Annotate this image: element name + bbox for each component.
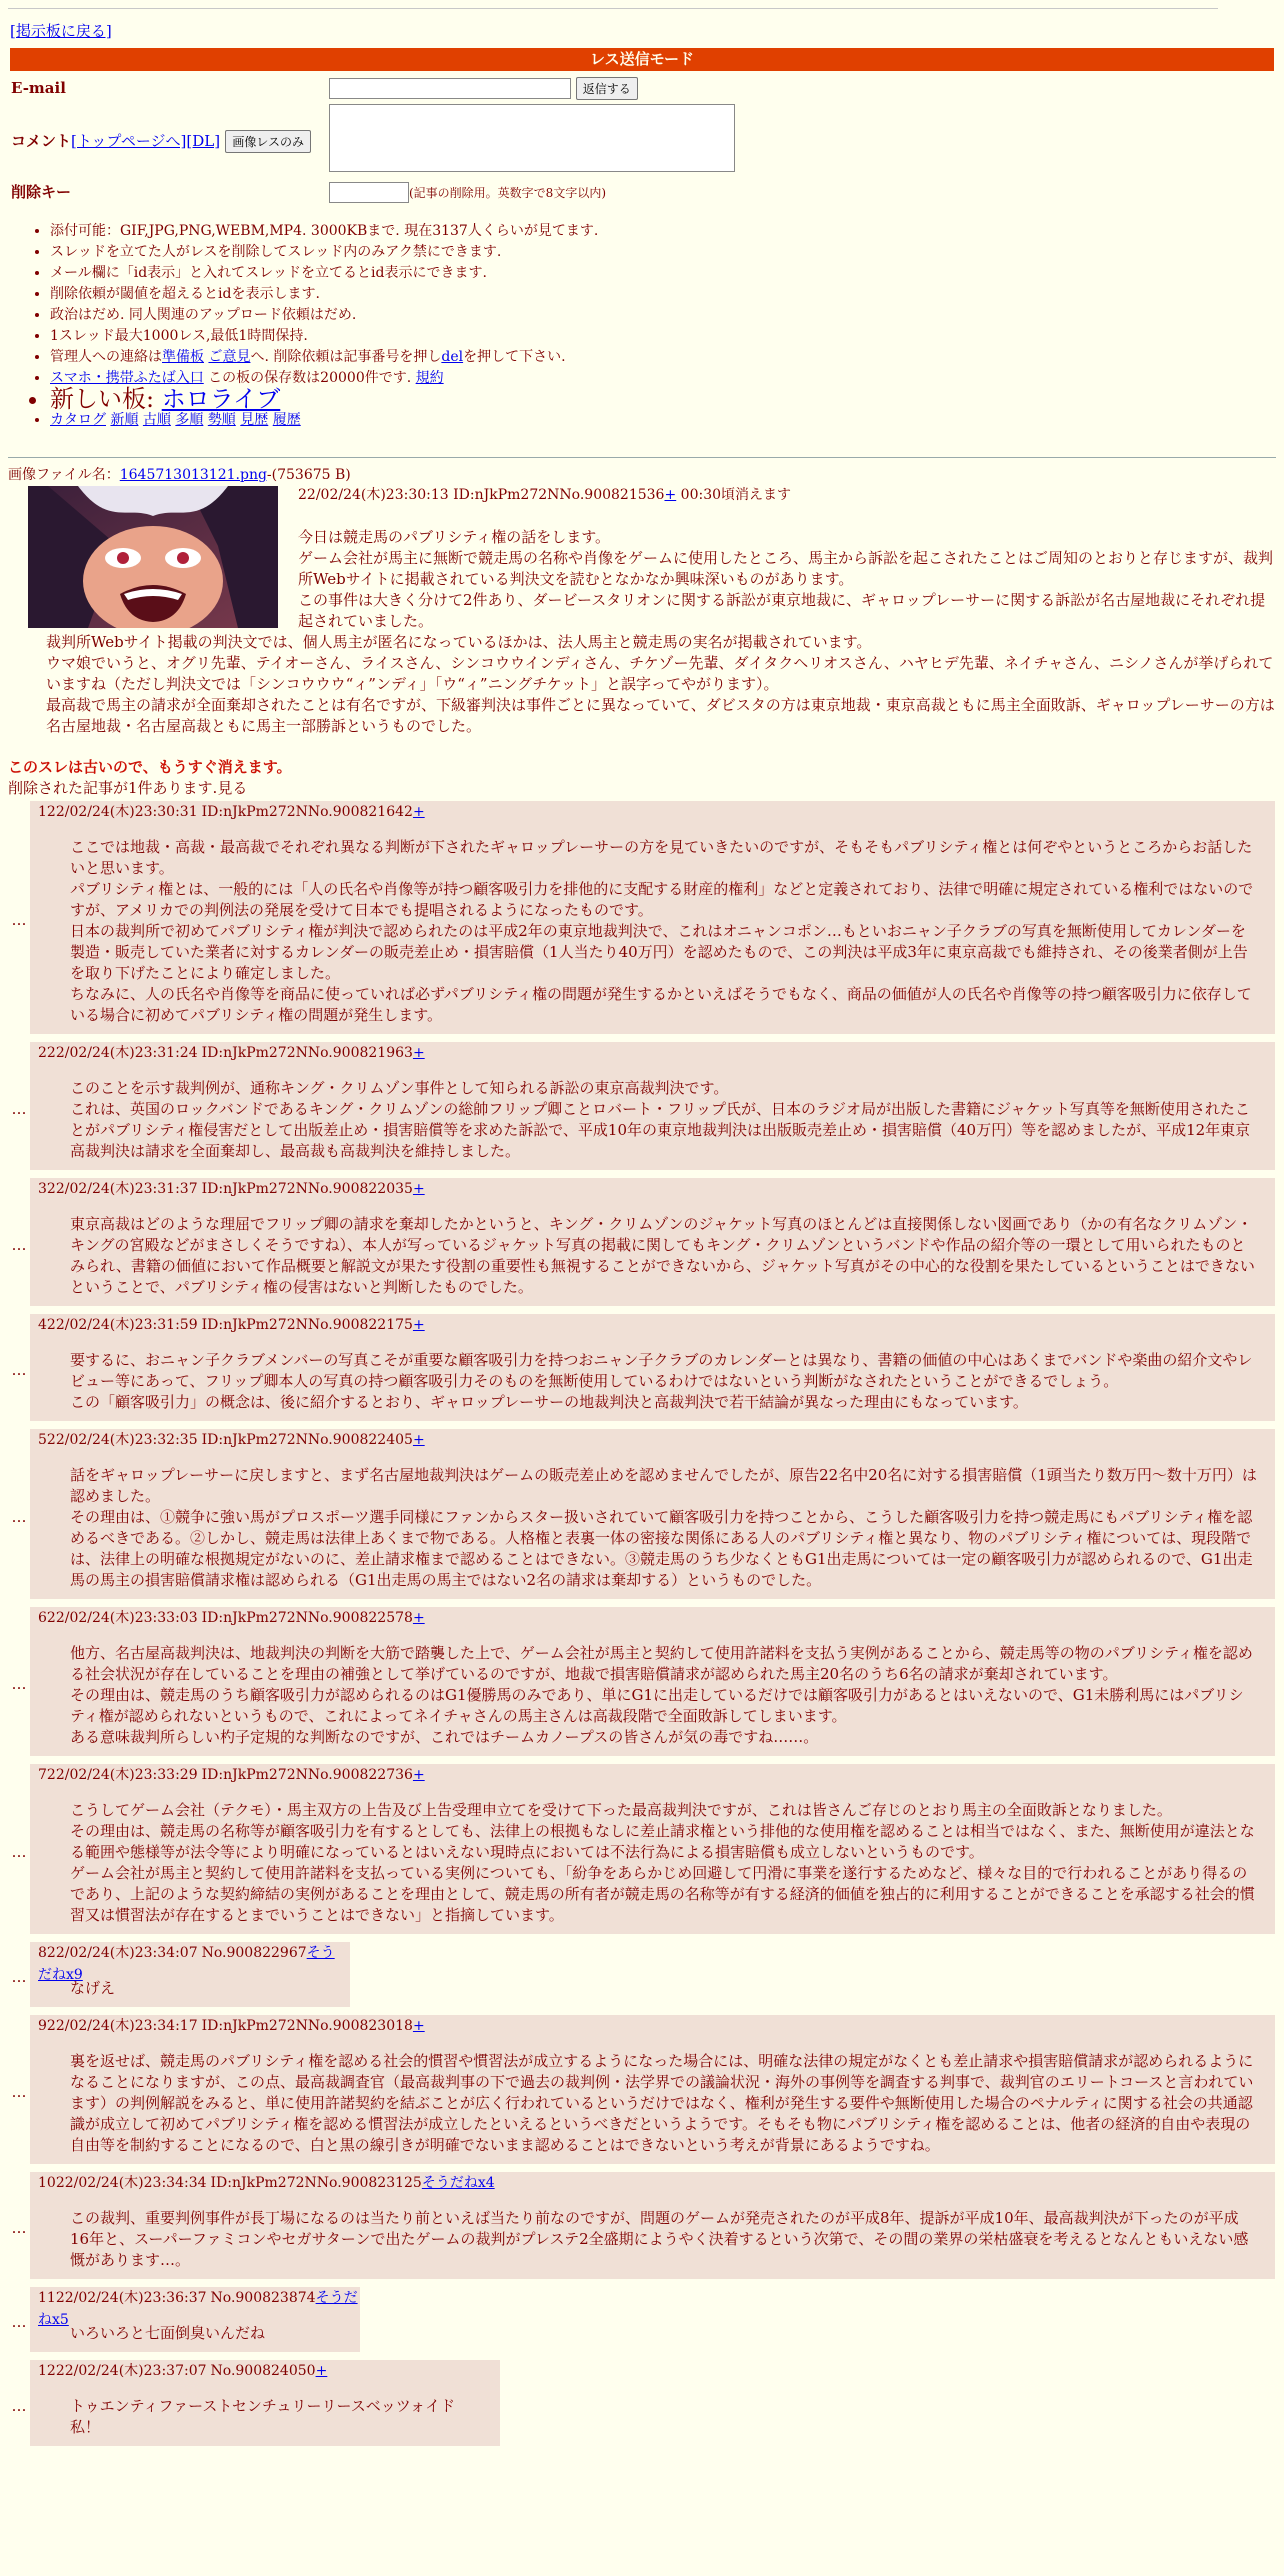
poster-id: ID:nJkPm272N xyxy=(210,2175,317,2192)
rule-text: 管理人への連絡は xyxy=(50,349,162,365)
plus-link[interactable]: + xyxy=(412,1181,425,1198)
post-date: 22/02/24(木)23:34:17 xyxy=(46,2018,198,2035)
expire-note: 00:30頃消えます xyxy=(680,486,792,503)
plus-link[interactable]: + xyxy=(412,1610,425,1627)
reply-body xyxy=(70,1800,1257,1926)
rule-item: • メール欄に「id表示」と入れてスレッドを立てるとid表示にできます. xyxy=(50,263,1276,284)
post-date: 22/02/24(木)23:31:59 xyxy=(46,1317,198,1334)
reply-row xyxy=(8,1942,1276,2013)
reply-line: このことを示す裁判例が、通称キング・クリムゾン事件として知られる訴訟の東京高裁判決です。 xyxy=(70,1079,729,1098)
rule-text: を押して下さい. xyxy=(463,349,566,365)
reply-index: 12 xyxy=(38,2363,56,2380)
post-number: No.900822736 xyxy=(307,1767,413,1784)
reply-header xyxy=(38,1314,1273,1336)
submit-reply-button[interactable]: 返信する xyxy=(576,77,638,100)
reply-line: こうしてゲーム会社（テクモ）・馬主双方の上告及び上告受理申立てを受けて下った最高裁判決ですが、これは皆さんご存じのとおり馬主の全面敗訴となりました。 xyxy=(70,1801,1172,1820)
rule-item: • 添付可能：GIF,JPG,PNG,WEBM,MP4. 3000KBまで. 現在3137人くらいが見てます. xyxy=(50,221,1276,242)
reply-body xyxy=(70,2051,1257,2156)
sodane-link[interactable]: そうだねx9 xyxy=(38,1945,335,1984)
reply-post xyxy=(30,2015,1275,2164)
sort-new-link[interactable]: 新順 xyxy=(110,412,139,428)
reply-indent-marker: … xyxy=(11,2313,27,2332)
reply-index: 2 xyxy=(38,1045,47,1062)
reply-row xyxy=(8,801,1276,1040)
reply-line: その理由は、競走馬の名称等が顧客吸引力を有するとしても、法律上の根拠もなしに差止請求権という排他的な使用権を認めることは相当ではなく、また、無断使用が違法となる範囲や態様等が法令等により明確になっているとはいえない現時点においては不法行為による損害賠償も成立しないというものです。 xyxy=(70,1822,1255,1862)
post-number: No.900821642 xyxy=(307,804,413,821)
reply-post xyxy=(30,1314,1275,1421)
plus-link[interactable]: + xyxy=(315,2363,328,2380)
reply-post xyxy=(30,1764,1275,1934)
plus-link[interactable]: + xyxy=(412,804,425,821)
plus-link[interactable]: + xyxy=(412,1317,425,1334)
sort-old-link[interactable]: 古順 xyxy=(142,412,171,428)
reply-index: 3 xyxy=(38,1181,47,1198)
reply-index: 6 xyxy=(38,1610,47,1627)
reply-header xyxy=(38,1042,1273,1064)
reply-line: この「顧客吸引力」の概念は、後に紹介するとおり、ギャロップレーサーの地裁判決と高裁判決で若干結論が異なった理由にもなっています。 xyxy=(70,1393,1028,1412)
reply-index: 4 xyxy=(38,1317,47,1334)
anime-face-icon xyxy=(28,486,278,628)
op-line: この事件は大きく分けて2件あり、ダービースタリオンに関する訴訟が東京地裁に、ギャロップレーサーに関する訴訟が名古屋地裁にそれぞれ提起されていました。 xyxy=(298,591,1266,631)
reply-post xyxy=(30,1607,1275,1756)
op-line: 最高裁で馬主の請求が全面棄却されたことは有名ですが、下級審判決は事件ごとに異なっていて、ダビスタの方は東京地裁・東京高裁ともに馬主全面敗訴、ギャロップレーサーの方は名古屋地裁・名古屋高裁ともに馬主一部勝訴というものでした。 xyxy=(46,696,1275,736)
reply-line: その理由は、①競争に強い馬がプロスポーツ選手同様にファンからスター扱いされていて顧客吸引力を持つことから、こうした顧客吸引力を持つ競走馬にもパブリシティ権を認めるべきである。②しかし、競走馬は法律上あくまで物である。人格権と表裏一体の密接な関係にある人のパブリシティ権と異なり、物のパブリシティ権については、現段階では、法律上の明確な根拠規定がないのに、差止請求権まで認めることはできない。③競走馬のうち少なくともG1出走馬については一定の顧客吸引力が認められるので、G1出走馬の馬主の損害賠償請求権は認められる（G1出走馬の馬主ではない2名の請求は棄却する）というものでした。 xyxy=(70,1508,1253,1590)
reply-row xyxy=(8,2360,1276,2452)
reply-header xyxy=(38,2287,358,2329)
reply-line: この裁判、重要判例事件が長丁場になるのは当たり前といえば当たり前なのですが、問題のゲームが発売されたのが平成8年、提訴が平成10年、最高裁判決が下ったのが平成16年と、スーパーファミコンやセガサターンで出たゲームの裁判がプレステ2全盛期にようやく決着するという次第で、その間の業界の栄枯盛衰を考えるとなんともいえない感慨があります…。 xyxy=(70,2209,1249,2270)
reply-line: ここでは地裁・高裁・最高裁でそれぞれ異なる判断が下されたギャロップレーサーの方を見ていきたいのですが、そもそもパブリシティ権とは何ぞやというところからお話したいと思います。 xyxy=(70,838,1253,878)
reply-index: 11 xyxy=(38,2290,56,2307)
plus-link[interactable]: + xyxy=(412,2018,425,2035)
sort-momentum-link[interactable]: 勢順 xyxy=(207,412,236,428)
poster-id: ID:nJkPm272N xyxy=(201,1610,308,1627)
reply-post xyxy=(30,2360,500,2446)
post-date: 22/02/24(木)23:33:03 xyxy=(46,1610,198,1627)
reply-form xyxy=(8,75,738,205)
reply-line: これは、英国のロックバンドであるキング・クリムゾンの総帥フリップ卿ことロバート・フリップ氏が、日本のラジオ局が出版した書籍にジャケット写真等を無断使用されたことがパブリシティ権侵害だとして出版差止め・損害賠償等を求めた訴訟で、平成10年の東京地裁判決は出版販売差止め・損害賠償（40万円）等を認めましたが、平成12年東京高裁判決は請求を全面棄却し、最高裁も高裁判決を維持しました。 xyxy=(70,1100,1251,1161)
reply-post xyxy=(30,1178,1275,1306)
reply-indent-marker: … xyxy=(11,1235,27,1254)
delete-key-note: (記事の削除用。英数字で8文字以内) xyxy=(409,186,606,200)
dl-link[interactable]: [DL] xyxy=(186,131,221,150)
comment-label-cell xyxy=(8,102,326,180)
reply-line: いろいろと七面倒臭いんだね xyxy=(70,2324,266,2343)
reply-body xyxy=(70,2323,342,2344)
file-info xyxy=(8,466,1276,486)
poster-id: ID:nJkPm272N xyxy=(201,1045,308,1062)
reply-row xyxy=(8,1314,1276,1427)
reply-index: 10 xyxy=(38,2175,56,2192)
reply-list xyxy=(8,801,1276,2452)
catalog-link[interactable]: カタログ xyxy=(50,412,106,428)
rule-item: • スレッドを立てた人がレスを削除してスレッド内のみアク禁にできます. xyxy=(50,242,1276,263)
email-input[interactable] xyxy=(329,78,571,99)
op-thumbnail-image[interactable] xyxy=(28,486,278,628)
new-board-item xyxy=(50,385,1276,413)
reply-post xyxy=(30,2172,1275,2279)
post-date: 22/02/24(木)23:32:35 xyxy=(46,1432,198,1449)
image-only-button[interactable]: 画像レスのみ xyxy=(225,130,311,153)
post-number: No.900821536 xyxy=(559,486,665,503)
reply-line: 東京高裁はどのような理屈でフリップ卿の請求を棄却したかというと、キング・クリムゾンのジャケット写真のほとんどは直接関係しない図画であり（かの有名なクリムゾン・キングの宮殿などがまさしくそうですね）、本人が写っているジャケット写真の掲載に関してもキング・クリムゾンというバンドや作品の紹介等の一環として用いられたものとみられ、書籍の価値において作品概要と解説文が果たす役割の重要性も無視することができないから、ジャケット写真がその中心的な役割を果たしているということはできないということで、パブリシティ権の侵害はないと判断したものでした。 xyxy=(70,1215,1255,1297)
reply-indent-marker: … xyxy=(11,2396,27,2415)
poster-id: ID:nJkPm272N xyxy=(201,1767,308,1784)
reply-line: 他方、名古屋高裁判決は、地裁判決の判断を大筋で踏襲した上で、ゲーム会社が馬主と契約して使用許諾料を支払う実例があることから、競走馬等の物のパブリシティ権を認める社会状況が存在していることを理由の補強として挙げているのですが、地裁で損害賠償請求が認められた馬主20名のうち6名の請求が棄却されています。 xyxy=(70,1644,1253,1684)
top-divider xyxy=(8,8,1218,9)
post-date: 22/02/24(木)23:31:37 xyxy=(46,1181,198,1198)
post-number: No.900824050 xyxy=(210,2363,316,2380)
sort-many-link[interactable]: 多順 xyxy=(175,412,204,428)
rule-item-contact xyxy=(50,347,1276,368)
poster-id: ID:nJkPm272N xyxy=(201,1317,308,1334)
poster-id: ID:nJkPm272N xyxy=(201,1432,308,1449)
reply-body xyxy=(70,1978,332,1999)
reply-row xyxy=(8,1764,1276,1940)
sodane-link[interactable]: そうだねx5 xyxy=(38,2290,358,2329)
post-number: No.900822405 xyxy=(307,1432,413,1449)
reply-post xyxy=(30,1042,1275,1170)
reply-row xyxy=(8,1429,1276,1605)
reply-line: 要するに、おニャン子クラブメンバーの写真こそが重要な顧客吸引力を持つおニャン子クラブのカレンダーとは異なり、書籍の価値の中心はあくまでバンドや楽曲の紹介文やレビュー等にあって、フリップ卿本人の写真の持つ顧客吸引力そのものを無断使用しているわけではないという判断がなされたということができるでしょう。 xyxy=(70,1351,1253,1391)
history-link[interactable]: 履歴 xyxy=(272,412,301,428)
post-date: 22/02/24(木)23:33:29 xyxy=(46,1767,198,1784)
catalog-links xyxy=(50,410,1276,431)
reply-header xyxy=(38,1178,1273,1200)
poster-id: ID:nJkPm272N xyxy=(201,1181,308,1198)
post-number: No.900823874 xyxy=(210,2290,316,2307)
thread-divider xyxy=(8,457,1276,458)
deleted-post-note[interactable]: 削除された記事が1件あります.見る xyxy=(8,779,248,798)
reply-body xyxy=(70,2208,1257,2271)
reply-line: トゥエンティファーストセンチュリーリースベッツォイド私！ xyxy=(70,2397,456,2437)
reply-body xyxy=(70,1465,1257,1591)
post-date: 22/02/24(木)23:37:07 xyxy=(55,2363,207,2380)
back-to-board-link[interactable]: [掲示板に戻る] xyxy=(10,22,112,40)
viewed-history-link[interactable]: 見歴 xyxy=(240,412,269,428)
reply-line: 裏を返せば、競走馬のパブリシティ権を認める社会的慣習や慣習法が成立するようになった場合には、明確な法律の規定がなくとも差止請求や損害賠償請求が認められるようになることになりますが、この点、最高裁調査官（最高裁判事の下で過去の裁判例・法学界での議論状況・海外の事例等を調査する判事で、裁判官のエリートコースと言われています）の判例解説をみると、単に使用許諾契約を結ぶことが広く行われているというだけではなく、権利が発生する要件や無断使用した場合のペナルティに関する社会の共通認識が成立して初めてパブリシティ権を認める慣習法が成立したといえるというべきだというようです。そもそも物にパブリシティ権を認めることは、他者の経済的自由や表現の自由等を制約することになるので、白と黒の線引きが明確でないまま認めることはできないという考えが背景にあるようですね。 xyxy=(70,2052,1254,2155)
reply-indent-marker: … xyxy=(11,2219,27,2238)
plus-link[interactable]: + xyxy=(412,1767,425,1784)
reply-post xyxy=(30,1429,1275,1599)
reply-header xyxy=(38,2015,1273,2037)
reply-body xyxy=(70,1643,1257,1748)
file-label: 画像ファイル名： xyxy=(8,467,120,483)
new-board-link[interactable]: ホロライブ xyxy=(161,385,281,413)
reply-mode-bar: レス送信モード xyxy=(10,48,1274,71)
poster-id: ID:nJkPm272N xyxy=(201,2018,308,2035)
reply-body xyxy=(70,1214,1257,1298)
reply-row xyxy=(8,2015,1276,2170)
post-date: 22/02/24(木)23:36:37 xyxy=(55,2290,207,2307)
reply-body xyxy=(70,1350,1257,1413)
reply-row xyxy=(8,1178,1276,1312)
reply-indent-marker: … xyxy=(11,1361,27,1380)
post-date: 22/02/24(木)23:31:24 xyxy=(46,1045,198,1062)
reply-header xyxy=(38,2360,498,2382)
reply-line: 話をギャロップレーサーに戻しますと、まず名古屋地裁判決はゲームの販売差止めを認めませんでしたが、原告22名中20名に対する損害賠償（1頭当たり数万円～数十万円）は認めました。 xyxy=(70,1466,1257,1506)
top-page-link[interactable]: [トップページへ] xyxy=(71,131,187,150)
terms-link[interactable]: 規約 xyxy=(415,370,444,386)
op-line: 今日は競走馬のパブリシティ権の話をします。 xyxy=(298,528,611,547)
reply-line: ゲーム会社が馬主と契約して使用許諾料を支払っている実例についても、「紛争をあらかじめ回避して円滑に事業を遂行するためなど、様々な目的で行われることがあり得るのであり、上記のような契約締結の実例があることを理由として、競走馬の所有者が競走馬の名称等が有する経済的価値を独占的に利用することができることを承認する社会的慣習又は慣習法が存在するとまでいうことはできない」と指摘しています。 xyxy=(70,1864,1255,1925)
poster-id: ID:nJkPm272N xyxy=(201,804,308,821)
reply-header xyxy=(38,2172,1273,2194)
op-post xyxy=(8,486,1276,738)
reply-header xyxy=(38,1429,1273,1451)
plus-link[interactable]: + xyxy=(412,1432,425,1449)
reply-row xyxy=(8,2287,1276,2358)
post-number: No.900821963 xyxy=(307,1045,413,1062)
reply-header xyxy=(38,1942,348,1984)
reply-index: 9 xyxy=(38,2018,47,2035)
op-line: 裁判所Webサイト掲載の判決文では、個人馬主が匿名になっているほかは、法人馬主と競走馬の実名が掲載されています。 xyxy=(46,633,872,652)
feedback-link[interactable]: ご意見 xyxy=(208,349,251,365)
reply-body xyxy=(70,837,1257,1026)
reply-header xyxy=(38,1607,1273,1629)
post-number: No.900823125 xyxy=(316,2175,422,2192)
reply-row xyxy=(8,2172,1276,2285)
rule-text: この板の保存数は20000件です. xyxy=(203,370,416,386)
reply-line: ある意味裁判所らしい杓子定規的な判断なのですが、これではチームカノープスの皆さんが気の毒ですね……。 xyxy=(70,1728,819,1747)
post-date: 22/02/24(木)23:30:31 xyxy=(46,804,198,821)
delete-key-input[interactable] xyxy=(329,182,409,203)
reply-post xyxy=(30,1942,350,2007)
reply-index: 1 xyxy=(38,804,47,821)
reply-indent-marker: … xyxy=(11,911,27,930)
reply-header xyxy=(38,801,1273,823)
reply-body xyxy=(70,2396,482,2438)
reply-indent-marker: … xyxy=(11,2083,27,2102)
reply-index: 5 xyxy=(38,1432,47,1449)
reply-index: 7 xyxy=(38,1767,47,1784)
delete-key-label: 削除キー xyxy=(11,183,72,201)
rule-item: • 1スレッド最大1000レス,最低1時間保持. xyxy=(50,326,1276,347)
post-number: No.900822967 xyxy=(201,1945,307,1962)
rule-item: • 政治はだめ. 同人関連のアップロード依頼はだめ. xyxy=(50,305,1276,326)
reply-line: ちなみに、人の氏名や肖像等を商品に使っていれば必ずパブリシティ権の問題が発生するかといえばそうでもなく、商品の価値が人の氏名や肖像等の持つ顧客吸引力に依存している場合に初めてパブリシティ権の問題が発生します。 xyxy=(70,985,1252,1025)
reply-row xyxy=(8,1042,1276,1176)
reply-indent-marker: … xyxy=(11,1842,27,1861)
reply-index: 8 xyxy=(38,1945,47,1962)
post-number: No.900822035 xyxy=(307,1181,413,1198)
reply-header xyxy=(38,1764,1273,1786)
mobile-entry-link[interactable]: スマホ・携帯ふたば入口 xyxy=(50,370,204,386)
reply-indent-marker: … xyxy=(11,1099,27,1118)
reply-indent-marker: … xyxy=(11,1675,27,1694)
reply-line: 日本の裁判所で初めてパブリシティ権が判決で認められたのは平成2年の東京地裁判決で、これはオニャンコポン…もといおニャン子クラブの写真を無断使用してカレンダーを製造・販売していた業者に対するカレンダーの販売差止め・損害賠償（1人当たり40万円）を認めたもので、この判決は平成3年に東京高裁でも維持され、その後業者側が上告を取り下げたことにより確定しました。 xyxy=(70,922,1248,983)
reply-post xyxy=(30,2287,360,2352)
reply-indent-marker: … xyxy=(11,1507,27,1526)
sodane-link[interactable]: そうだねx4 xyxy=(421,2175,495,2192)
junbi-board-link[interactable]: 準備板 xyxy=(162,349,204,365)
post-date: 22/02/24(木)23:30:13 xyxy=(298,486,449,503)
new-board-label: 新しい板: xyxy=(50,385,162,413)
comment-label: コメント xyxy=(11,131,72,150)
rules-list xyxy=(8,221,1276,431)
reply-row xyxy=(8,1607,1276,1762)
reply-line: なげえ xyxy=(70,1979,116,1998)
reply-line: パブリシティ権とは、一般的には「人の氏名や肖像等が持つ顧客吸引力を排他的に支配する財産的権利」などと定義されており、法律で明確に規定されている権利ではないのですが、アメリカでの判例法の発展を受けて日本でも提唱されるようになったものです。 xyxy=(70,880,1254,920)
reply-indent-marker: … xyxy=(11,1968,27,1987)
comment-textarea[interactable] xyxy=(329,104,735,172)
rule-item: • 削除依頼が閾値を超えるとidを表示します. xyxy=(50,284,1276,305)
plus-link[interactable]: + xyxy=(412,1045,425,1062)
image-file-link[interactable]: 1645713013121.png xyxy=(119,467,267,483)
op-line: ゲーム会社が馬主に無断で競走馬の名称や肖像をゲームに使用したところ、馬主から訴訟を起こされたことはご周知のとおりと存じますが、裁判所Webサイトに掲載されている判決文を読むとなかなか興味深いものがあります。 xyxy=(298,549,1274,589)
reply-line: その理由は、競走馬のうち顧客吸引力が認められるのはG1優勝馬のみであり、単にG1に出走しているだけでは顧客吸引力があるとはいえないので、G1未勝利馬にはパブリシティ権が認められないというもので、これによってネイチャさんの馬主さんは高裁段階で全面敗訴してしまいます。 xyxy=(70,1686,1244,1726)
op-line: ウマ娘でいうと、オグリ先輩、テイオーさん、ライスさん、シンコウウインディさん、チケゾー先輩、ダイタクヘリオスさん、ハヤヒデ先輩、ネイチャさん、ニシノさんが挙げられていますね（ただし判決文では「シンコウウウ“ィ”ンディ」「ウ“ィ”ニングチケット」と誤字ってやがります）。 xyxy=(46,654,1274,694)
post-number: No.900822175 xyxy=(307,1317,413,1334)
reply-body xyxy=(70,1078,1257,1162)
post-date: 22/02/24(木)23:34:07 xyxy=(46,1945,198,1962)
poster-id: ID:nJkPm272N xyxy=(453,486,560,503)
plus-link[interactable]: + xyxy=(664,486,677,503)
rule-text: へ. 削除依頼は記事番号を押し xyxy=(250,349,442,365)
post-number: No.900823018 xyxy=(307,2018,413,2035)
post-date: 22/02/24(木)23:34:34 xyxy=(55,2175,207,2192)
post-number: No.900822578 xyxy=(307,1610,413,1627)
del-link[interactable]: del xyxy=(441,349,464,365)
reply-post xyxy=(30,801,1275,1034)
email-label: E-mail xyxy=(11,79,66,97)
old-thread-warning: このスレは古いので、もうすぐ消えます。 xyxy=(8,758,292,777)
file-size: -(753675 B) xyxy=(266,467,351,483)
